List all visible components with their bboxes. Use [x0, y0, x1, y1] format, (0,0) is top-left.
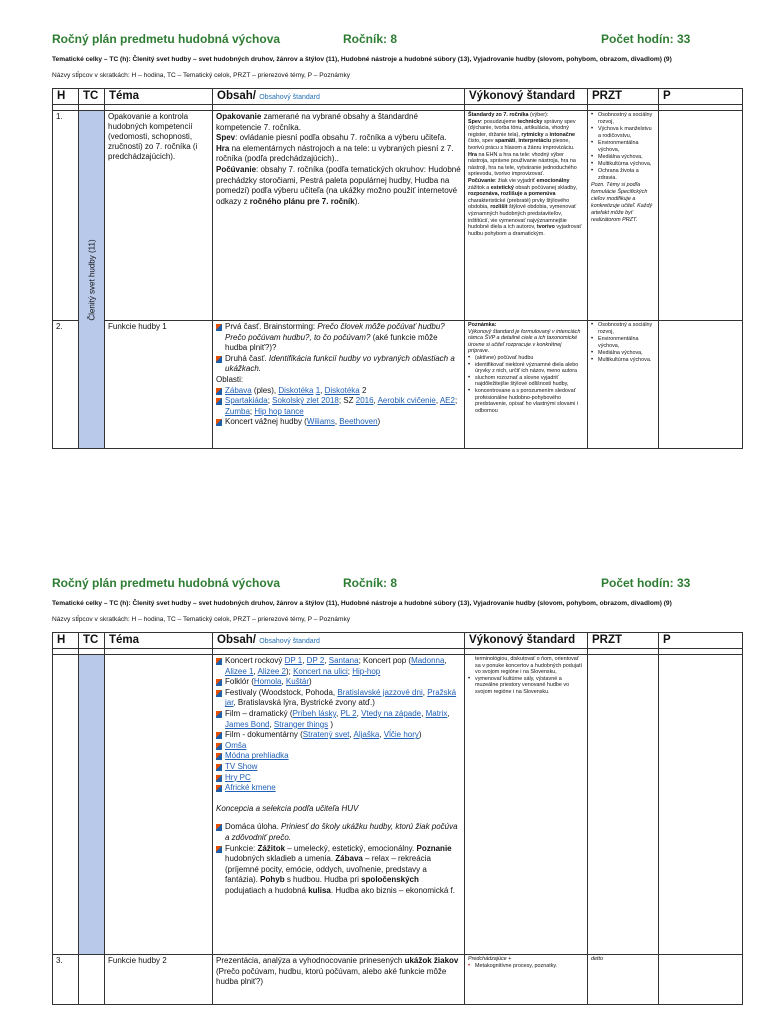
link[interactable]: Beethoven — [339, 417, 378, 427]
performance-cell: Poznámka: Výkonový štandard je formulovaný v intenciách rámca ŠVP a detailné ciele a ich taxonomické úrovne si učiteľ rozpracuje v konkrétnej príprave. • (aktívne) počúvať hudbu • identifikovať niektoré významné diela alebo úryvky z nich, určiť ich názov, meno autora • sluchom rozoznať a slovne vyjadriť najdôležitejšie štýlové odlišnosti hudby, • koncentrovane a s porozumením sledovať profesionálne hudobno-pohybového predstavenie, opísať ho vlastnými slovami i odbornou — [465, 321, 588, 449]
link[interactable]: Aljaška — [353, 730, 380, 740]
link[interactable]: Vĺčie hory — [383, 730, 419, 740]
link[interactable]: Koncert na ulici — [293, 666, 348, 676]
col-obsah: Obsah/ Obsahový štandard — [213, 633, 465, 649]
link[interactable]: AE2 — [439, 396, 455, 406]
content-cell: Koncert rockový DP 1, DP 2, Santana; Koncert pop (Madonna, Alizee 1, Alizee 2); Koncert na ulici; Hip-hop Folklór (Homola, Kuštár) Festivaly (Woodstock, Pohoda, Bratislavské jazzové dni, Pražská jar, Bratislavská lýra, Bystrické zvony atď.) Film – dramatický (Príbeh lásky, PL 2, Vtedy na západe, Matrix, James Bond, Stranger things ) Film - dokumentárny (Stratený svet, Aljaška, Vĺčie hory) Omša Módna prehliadka TV Show Hry PC Africké kmene Koncepcia a selekcia podľa učiteľa HUV Domáca úloha. Priniesť do školy ukážku hudby, ktorú žiak počúva a zdôvodniť prečo. Funkcie: Zážitok – umelecký, estetický, emocionálny. Poznanie hudobných skladieb a umenia. Zábava – relax – rekreácia (príjemné pocity, emócie, oddych, uvoľnenie, predstavy a fantázia). Pohyb s hudbou. Hudba pri spoločenských podujatiach a hudobná kulisa. Hudba ako biznis – ekonomická f. — [213, 655, 465, 955]
link[interactable]: Africké kmene — [225, 783, 276, 793]
abbrev-note: Názvy stĺpcov v skratkách: H – hodina, TC – Tematický celok, PRZT – prierezové témy, P – Poznámky — [52, 72, 351, 79]
link[interactable]: PL 2 — [340, 708, 357, 718]
topic-cell: Funkcie hudby 1 — [105, 321, 213, 449]
row-number: 3. — [53, 955, 79, 1005]
bullet-icon — [216, 679, 222, 686]
col-obsah: Obsah/ Obsahový štandard — [213, 89, 465, 105]
bullet-icon — [216, 764, 222, 771]
content-cell: Opakovanie zamerané na vybrané obsahy a štandardné kompetencie 7. ročníka. Spev: ovládanie piesní podľa obsahu 7. ročníka a výberu učiteľa. Hra na elementárnych nástrojoch a na tele: u vybraných piesní z 7. ročníka (podľa predchádzajúcich).. Počúvanie: obsahy 7. ročníka (podľa tematických okruhov: Hudobné prechádzky storočiami, Pestrá paleta populárnej hudby, Hudba na pomedzí) podľa výberu učiteľa (na ukážky možno použiť internetové odkazy z ročného plánu pre 7. ročník). — [213, 111, 465, 321]
bullet-icon — [216, 785, 222, 792]
plan-title: Ročný plán predmetu hudobná výchova — [52, 32, 281, 46]
plan-table-1 — [52, 88, 743, 449]
table-row — [53, 655, 743, 955]
col-h: H — [53, 633, 79, 649]
przt-cell: detto — [588, 955, 659, 1005]
bullet-icon — [216, 388, 222, 395]
link[interactable]: Diskotéka — [324, 385, 360, 395]
col-h: H — [53, 89, 79, 105]
bullet-icon — [216, 711, 222, 718]
link[interactable]: Príbeh lásky — [292, 708, 336, 718]
link[interactable]: Bratislavské jazzové dni — [337, 687, 423, 697]
link[interactable]: Stranger things — [273, 719, 329, 729]
themes-note: Tematické celky – TC (h): Členitý svet hudby – svet hudobných druhov, žánrov a štýlov (11), Hudobné nástroje a hudobné súbory (13), Vyjadrovanie hudby (slovom, pohybom, obrazom, divadlom) (9) — [52, 600, 672, 607]
link[interactable]: DP 2 — [306, 656, 325, 665]
przt-cell: • Osobnostný a sociálny rozvoj, • Environmentálna výchova, • Mediálna výchova, • Multikultúrna výchova. — [588, 321, 659, 449]
col-tema: Téma — [105, 633, 213, 649]
table-header-row — [53, 633, 743, 649]
link[interactable]: James Bond — [225, 719, 270, 729]
plan-table-2 — [52, 632, 743, 1005]
bullet-icon — [216, 690, 222, 697]
tc-cell — [79, 655, 105, 955]
page-header — [0, 576, 768, 596]
topic-cell: Funkcie hudby 2 — [105, 955, 213, 1005]
link[interactable]: Aerobik cvičenie — [377, 396, 436, 406]
link[interactable]: Módna prehliadka — [225, 751, 289, 761]
bullet-icon — [216, 775, 222, 782]
link[interactable]: Homola — [253, 677, 282, 687]
bullet-icon — [216, 356, 222, 363]
link[interactable]: Kuštár — [285, 677, 310, 687]
tc-cell — [79, 111, 105, 449]
col-przt: PRZT — [588, 89, 659, 105]
link[interactable]: Pražská jar — [225, 687, 457, 708]
table-row — [53, 321, 743, 449]
link[interactable]: Hip-hop — [352, 666, 381, 676]
bullet-icon — [216, 658, 222, 665]
col-tc: TC — [79, 633, 105, 649]
col-p: P — [659, 633, 743, 649]
link[interactable]: 1 — [315, 385, 321, 395]
table-header-row — [53, 89, 743, 105]
bullet-icon — [216, 846, 222, 853]
link[interactable]: Omša — [225, 740, 247, 750]
row-number: 1. — [53, 111, 79, 321]
bullet-icon — [216, 743, 222, 750]
bullet-icon — [216, 324, 222, 331]
grade-label: Ročník: 8 — [343, 576, 398, 590]
bullet-icon — [216, 732, 222, 739]
tc-label: Členitý svet hudby (11) — [87, 238, 96, 321]
link[interactable]: Spartakiáda — [225, 396, 268, 406]
link[interactable]: DP 1 — [284, 656, 303, 665]
col-vykon: Výkonový štandard — [465, 633, 588, 649]
themes-note: Tematické celky – TC (h): Členitý svet hudby – svet hudobných druhov, žánrov a štýlov (11), Hudobné nástroje a hudobné súbory (13), Vyjadrovanie hudby (slovom, pohybom, obrazom, divadlom) (9) — [52, 56, 672, 63]
link[interactable]: Diskotéka — [278, 385, 314, 395]
hours-label: Počet hodín: 33 — [601, 32, 691, 46]
page-header — [0, 32, 768, 52]
performance-cell: Predchádzajúce + • Metakognitívne procesy, poznatky. — [465, 955, 588, 1005]
link[interactable]: Matrix — [425, 708, 448, 718]
col-p: P — [659, 89, 743, 105]
bullet-icon — [216, 398, 222, 405]
content-cell: Prezentácia, analýza a vyhodnocovanie prinesených ukážok žiakov (Prečo počúvam, hudbu, ktorú počúvam, alebo aké funkcie môže hudba plniť?) — [213, 955, 465, 1005]
grade-label: Ročník: 8 — [343, 32, 398, 46]
bullet-icon — [216, 824, 222, 831]
link[interactable]: TV Show — [225, 761, 258, 771]
note-cell — [659, 321, 743, 449]
col-tc: TC — [79, 89, 105, 105]
table-row — [53, 955, 743, 1005]
plan-title: Ročný plán predmetu hudobná výchova — [52, 576, 281, 590]
content-cell: Prvá časť. Brainstorming: Prečo človek môže počúvať hudbu? Prečo počúvam hudbu?, to čo počúvam? (aké funkcie môže hudba plniť?)? Druhá časť. Identifikácia funkcií hudby vo vybraných oblastiach a ukážkach. Oblasti: Zábava (ples), Diskotéka 1, Diskotéka 2 Spartakiáda; Sokolský zlet 2018; SZ 2016, Aerobik cvičenie, AE2; Zumba; Hip hop tance Koncert vážnej hudby (Wiliams, Beethoven) — [213, 321, 465, 449]
link[interactable]: Wiliams — [306, 417, 335, 427]
performance-cell: Štandardy zo 7. ročníka (výber): Spev: posudzujeme technicky správny spev (dýchanie, tvorba tónu, artikulácia, vhodný register, držanie tela), rytmicky a intonačne čisto, spev spamäti, interpretáciu piesne, tvorivú prácu s hlasom a žánru improvizáciu. Hra na EHN a hra na tele: vhodný výber nástroja, správne používanie nástroja, hra na nástroji, hra na tele, vytváranie jednoduchého sprievodu, tvorivo improvizovať. Počúvanie: žiak vie vyjadriť emocionálny zážitok a estetický obsah počúvanej skladby, rozpoznáva, rozlišuje a pomenúva charakteristické (prebraté) prvky štýlového obdobia, rozlišit štýlové obdobia, vymenovať významných hudobných predstaviteľov, inštitúcií, vie vymenovať najvýznamnejšie hudobné diela a ich autorov, tvorivo vyjadrovať hudbu pohybom a dramatickým. — [465, 111, 588, 321]
col-przt: PRZT — [588, 633, 659, 649]
link[interactable]: Zábava — [225, 385, 252, 395]
link[interactable]: Zumba — [225, 406, 250, 416]
link[interactable]: Hry PC — [225, 772, 251, 782]
topic-cell: Opakovanie a kontrola hudobných kompetencií (vedomosti, schopnosti, zručnosti) zo 7. ročníka (i predchádzajúcich). — [105, 111, 213, 321]
hours-label: Počet hodín: 33 — [601, 576, 691, 590]
table-row — [53, 111, 743, 321]
performance-cell: terminológiou, diskutovať o ňom, orientovať sa v ponuke koncertov a hudobných podujatí vo svojom regióne i na Slovensku, • vymenovať kultúrne sály, výstavné a muzeálne priestory venované hudbe vo svojom regióne i na Slovensku. — [465, 655, 588, 955]
col-vykon: Výkonový štandard — [465, 89, 588, 105]
link[interactable]: Stratený svet — [302, 730, 350, 740]
abbrev-note: Názvy stĺpcov v skratkách: H – hodina, TC – Tematický celok, PRZT – prierezové témy, P – Poznámky — [52, 616, 351, 623]
link[interactable]: Hip hop tance — [254, 406, 304, 416]
col-tema: Téma — [105, 89, 213, 105]
row-number: 2. — [53, 321, 79, 449]
link[interactable]: Sokolský zlet 2018 — [272, 396, 339, 406]
link[interactable]: Santana — [328, 656, 359, 665]
przt-cell: • Osobnostný a sociálny rozvoj, • Výchova k manželstvu a rodičovstvu, • Environmentálna výchova, • Mediálna výchova, • Multikultúrna výchova, • Ochrana života a zdravia. Pozn. Témy si podľa formulácie Špecifických cieľov modifikuje a konkretizuje učiteľ. Každý artefakt môže byť realizátorom PRZT. — [588, 111, 659, 321]
link[interactable]: Vtedy na západe — [361, 708, 422, 718]
bullet-icon — [216, 419, 222, 426]
bullet-icon — [216, 753, 222, 760]
link[interactable]: 2016 — [355, 396, 374, 406]
link[interactable]: Alizee 2 — [257, 666, 286, 676]
note-cell — [659, 111, 743, 321]
link[interactable]: Madonna — [411, 656, 445, 665]
link[interactable]: Alizee 1 — [225, 666, 254, 676]
